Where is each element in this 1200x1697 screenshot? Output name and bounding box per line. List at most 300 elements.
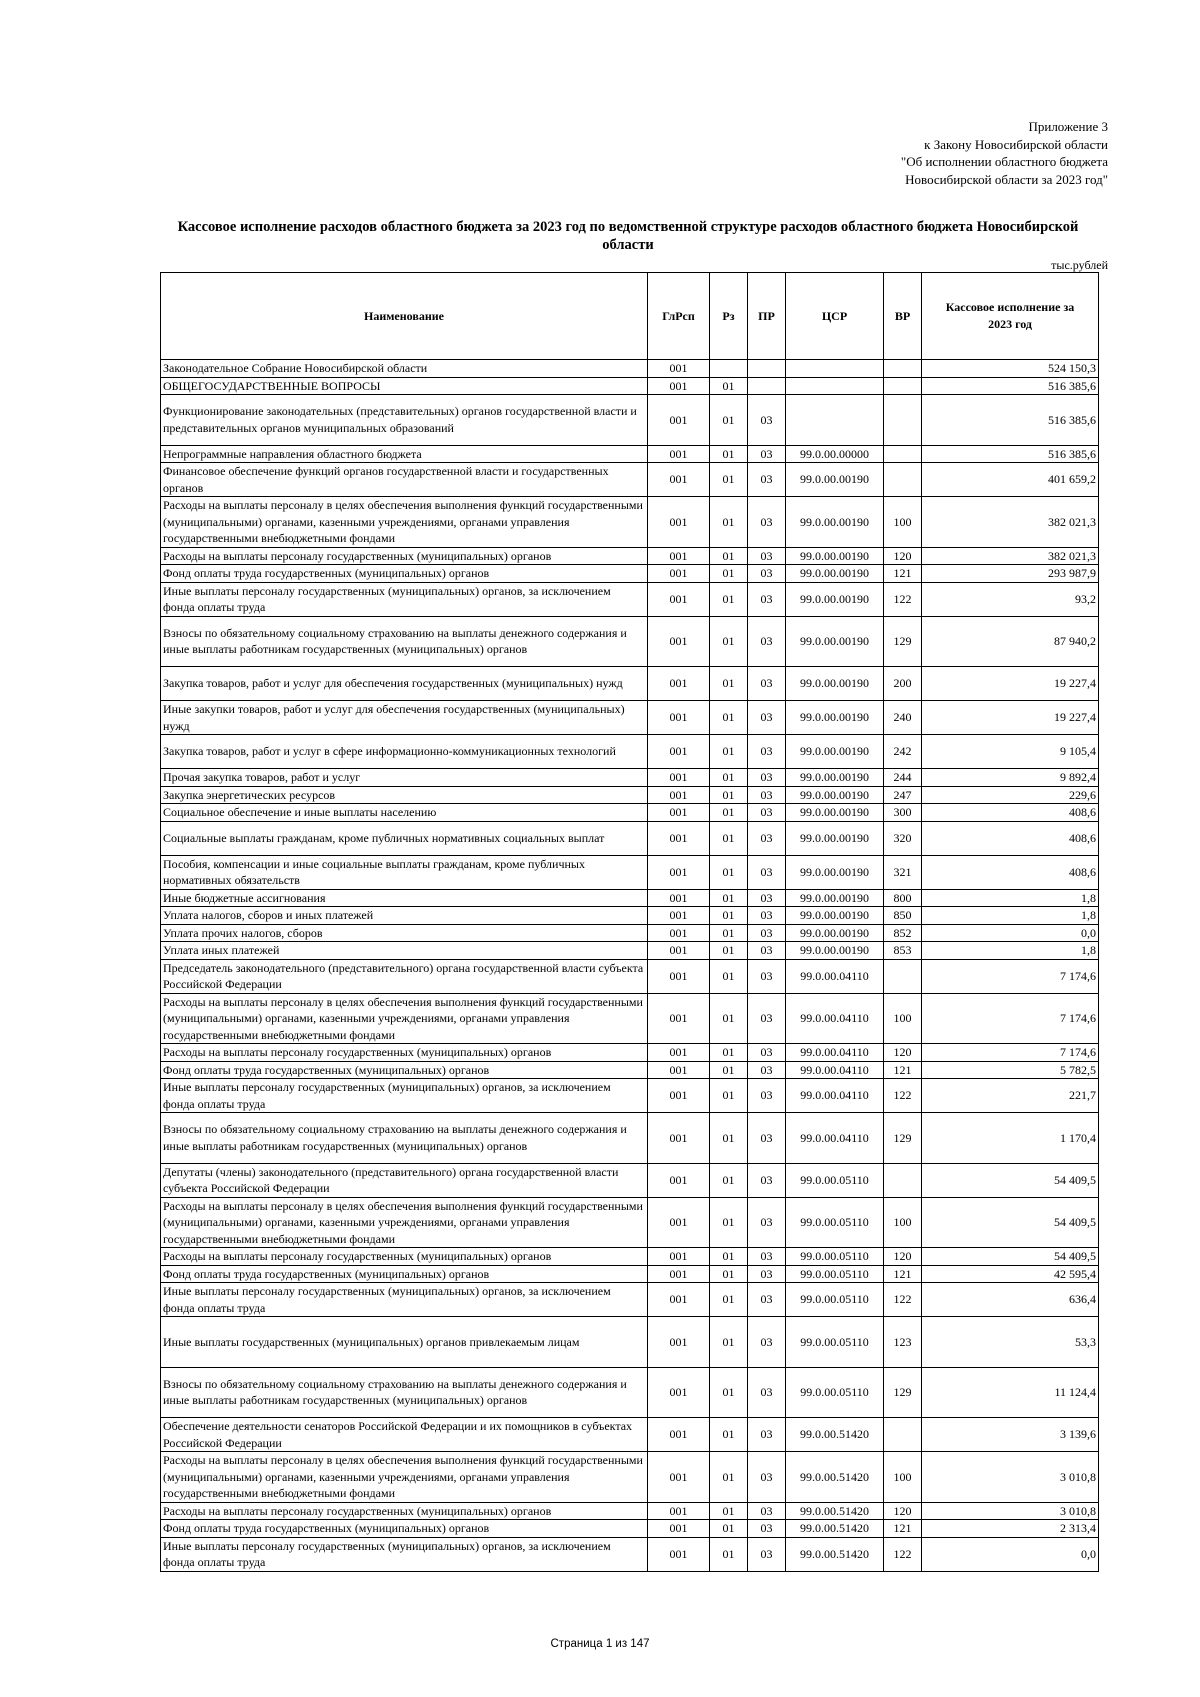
- table-row: [161, 1537, 1099, 1571]
- cell-grp: 001: [648, 907, 710, 925]
- cell-vr: 129: [884, 1113, 922, 1164]
- table-row: [161, 959, 1099, 993]
- cell-vr: [884, 377, 922, 395]
- cell-rz: 01: [710, 701, 748, 735]
- cell-pr: 03: [748, 855, 786, 889]
- cell-pr: 03: [748, 1502, 786, 1520]
- cell-pr: 03: [748, 1520, 786, 1538]
- cell-rz: 01: [710, 1367, 748, 1418]
- cell-vr: 120: [884, 547, 922, 565]
- appendix-note: [901, 118, 1108, 188]
- cell-rz: 01: [710, 942, 748, 960]
- cell-csr: 99.0.00.04110: [786, 1061, 884, 1079]
- cell-csr: 99.0.00.05110: [786, 1317, 884, 1368]
- cell-rz: 01: [710, 1502, 748, 1520]
- cell-vr: 122: [884, 1537, 922, 1571]
- cell-grp: 001: [648, 786, 710, 804]
- table-row: [161, 1163, 1099, 1197]
- cell-amount: 93,2: [922, 582, 1099, 616]
- table-row: [161, 1197, 1099, 1248]
- cell-vr: 800: [884, 889, 922, 907]
- table-row: [161, 1452, 1099, 1503]
- cell-rz: 01: [710, 1317, 748, 1368]
- cell-csr: 99.0.00.00190: [786, 907, 884, 925]
- cell-vr: 122: [884, 1079, 922, 1113]
- cell-rz: 01: [710, 1283, 748, 1317]
- cell-grp: 001: [648, 377, 710, 395]
- cell-name: Закупка энергетических ресурсов: [161, 786, 648, 804]
- cell-vr: 320: [884, 821, 922, 855]
- cell-vr: 242: [884, 735, 922, 769]
- cell-rz: 01: [710, 377, 748, 395]
- cell-rz: 01: [710, 1537, 748, 1571]
- cell-vr: 121: [884, 1265, 922, 1283]
- cell-rz: 01: [710, 1265, 748, 1283]
- cell-csr: [786, 377, 884, 395]
- cell-name: Расходы на выплаты персоналу государственных (муниципальных) органов: [161, 1044, 648, 1062]
- cell-name: Фонд оплаты труда государственных (муниципальных) органов: [161, 1265, 648, 1283]
- cell-amount: 5 782,5: [922, 1061, 1099, 1079]
- cell-grp: 001: [648, 582, 710, 616]
- cell-vr: 100: [884, 1452, 922, 1503]
- cell-rz: 01: [710, 993, 748, 1044]
- document-title: Кассовое исполнение расходов областного бюджета за 2023 год по ведомственной структуре расходов областного бюджета Новосибирской области: [177, 219, 1079, 253]
- cell-amount: 516 385,6: [922, 377, 1099, 395]
- cell-pr: 03: [748, 1317, 786, 1368]
- cell-csr: 99.0.00.51420: [786, 1418, 884, 1452]
- cell-amount: 19 227,4: [922, 667, 1099, 701]
- cell-amount: 2 313,4: [922, 1520, 1099, 1538]
- cell-amount: 516 385,6: [922, 395, 1099, 446]
- cell-vr: 122: [884, 582, 922, 616]
- cell-name: Иные выплаты государственных (муниципальных) органов привлекаемым лицам: [161, 1317, 648, 1368]
- table-row: [161, 377, 1099, 395]
- cell-rz: [710, 360, 748, 378]
- cell-amount: 408,6: [922, 804, 1099, 822]
- cell-grp: 001: [648, 360, 710, 378]
- cell-amount: 516 385,6: [922, 445, 1099, 463]
- cell-name: Иные выплаты персоналу государственных (муниципальных) органов, за исключением фонда оплаты труда: [161, 1079, 648, 1113]
- cell-grp: 001: [648, 821, 710, 855]
- appendix-line: к Закону Новосибирской области: [924, 136, 1108, 152]
- cell-pr: 03: [748, 942, 786, 960]
- cell-vr: 129: [884, 616, 922, 667]
- cell-pr: 03: [748, 993, 786, 1044]
- cell-vr: 321: [884, 855, 922, 889]
- cell-amount: 408,6: [922, 821, 1099, 855]
- cell-grp: 001: [648, 993, 710, 1044]
- table-row: [161, 582, 1099, 616]
- cell-grp: 001: [648, 701, 710, 735]
- cell-name: Расходы на выплаты персоналу в целях обеспечения выполнения функций государственными (муниципальными) органами, казенными учреждениями, органами управления государственными внебюджетными фондами: [161, 497, 648, 548]
- cell-csr: 99.0.00.00190: [786, 701, 884, 735]
- cell-rz: 01: [710, 804, 748, 822]
- cell-csr: 99.0.00.00190: [786, 804, 884, 822]
- cell-name: Фонд оплаты труда государственных (муниципальных) органов: [161, 1520, 648, 1538]
- cell-vr: 122: [884, 1283, 922, 1317]
- table-row: [161, 445, 1099, 463]
- cell-rz: 01: [710, 616, 748, 667]
- cell-pr: 03: [748, 1248, 786, 1266]
- cell-pr: 03: [748, 547, 786, 565]
- cell-amount: 3 010,8: [922, 1502, 1099, 1520]
- cell-name: Расходы на выплаты персоналу в целях обеспечения выполнения функций государственными (муниципальными) органами, казенными учреждениями, органами управления государственными внебюджетными фондами: [161, 1452, 648, 1503]
- cell-pr: 03: [748, 959, 786, 993]
- table-row: [161, 616, 1099, 667]
- cell-name: Взносы по обязательному социальному страхованию на выплаты денежного содержания и иные выплаты работникам государственных (муниципальных) органов: [161, 1367, 648, 1418]
- cell-vr: 123: [884, 1317, 922, 1368]
- cell-rz: 01: [710, 821, 748, 855]
- table-row: [161, 735, 1099, 769]
- table-row: [161, 497, 1099, 548]
- cell-csr: 99.0.00.00190: [786, 821, 884, 855]
- cell-vr: 200: [884, 667, 922, 701]
- cell-vr: 240: [884, 701, 922, 735]
- cell-grp: 001: [648, 735, 710, 769]
- cell-name: Взносы по обязательному социальному страхованию на выплаты денежного содержания и иные выплаты работникам государственных (муниципальных) органов: [161, 616, 648, 667]
- header-grp: ГлРсп: [648, 273, 710, 360]
- cell-csr: 99.0.00.00190: [786, 889, 884, 907]
- cell-csr: 99.0.00.51420: [786, 1452, 884, 1503]
- cell-amount: 9 105,4: [922, 735, 1099, 769]
- cell-pr: 03: [748, 924, 786, 942]
- table-row: [161, 1283, 1099, 1317]
- cell-rz: 01: [710, 497, 748, 548]
- cell-pr: 03: [748, 1265, 786, 1283]
- cell-pr: 03: [748, 1452, 786, 1503]
- cell-csr: 99.0.00.00190: [786, 616, 884, 667]
- header-csr: ЦСР: [786, 273, 884, 360]
- cell-name: ОБЩЕГОСУДАРСТВЕННЫЕ ВОПРОСЫ: [161, 377, 648, 395]
- cell-pr: 03: [748, 735, 786, 769]
- table-row: [161, 1061, 1099, 1079]
- table-row: [161, 1317, 1099, 1368]
- cell-name: Закупка товаров, работ и услуг для обеспечения государственных (муниципальных) нужд: [161, 667, 648, 701]
- cell-csr: 99.0.00.00190: [786, 547, 884, 565]
- cell-grp: 001: [648, 463, 710, 497]
- table-row: [161, 1367, 1099, 1418]
- cell-grp: 001: [648, 1317, 710, 1368]
- cell-amount: 1,8: [922, 942, 1099, 960]
- cell-vr: 121: [884, 1061, 922, 1079]
- cell-name: Прочая закупка товаров, работ и услуг: [161, 769, 648, 787]
- header-vr: ВР: [884, 273, 922, 360]
- cell-name: Уплата прочих налогов, сборов: [161, 924, 648, 942]
- cell-grp: 001: [648, 769, 710, 787]
- cell-rz: 01: [710, 463, 748, 497]
- cell-grp: 001: [648, 1283, 710, 1317]
- cell-csr: 99.0.00.04110: [786, 1079, 884, 1113]
- cell-pr: 03: [748, 1113, 786, 1164]
- table-row: [161, 786, 1099, 804]
- cell-amount: 293 987,9: [922, 565, 1099, 583]
- cell-vr: 129: [884, 1367, 922, 1418]
- cell-amount: 0,0: [922, 924, 1099, 942]
- table-row: [161, 667, 1099, 701]
- cell-pr: 03: [748, 907, 786, 925]
- cell-vr: [884, 395, 922, 446]
- cell-csr: 99.0.00.00190: [786, 855, 884, 889]
- cell-pr: 03: [748, 769, 786, 787]
- appendix-line: Новосибирской области за 2023 год": [905, 171, 1108, 187]
- cell-grp: 001: [648, 804, 710, 822]
- table-row: [161, 395, 1099, 446]
- cell-rz: 01: [710, 889, 748, 907]
- cell-name: Расходы на выплаты персоналу государственных (муниципальных) органов: [161, 547, 648, 565]
- cell-grp: 001: [648, 855, 710, 889]
- cell-rz: 01: [710, 1044, 748, 1062]
- page-footer: Страница 1 из 147: [550, 1638, 650, 1650]
- cell-pr: 03: [748, 1061, 786, 1079]
- cell-grp: 001: [648, 667, 710, 701]
- cell-grp: 001: [648, 942, 710, 960]
- cell-grp: 001: [648, 1061, 710, 1079]
- cell-rz: 01: [710, 924, 748, 942]
- cell-csr: [786, 360, 884, 378]
- cell-rz: 01: [710, 1061, 748, 1079]
- cell-amount: 3 139,6: [922, 1418, 1099, 1452]
- cell-grp: 001: [648, 497, 710, 548]
- table-row: [161, 924, 1099, 942]
- cell-csr: 99.0.00.05110: [786, 1367, 884, 1418]
- table-header: [161, 273, 1099, 360]
- header-rz: Рз: [710, 273, 748, 360]
- table-row: [161, 463, 1099, 497]
- cell-vr: [884, 463, 922, 497]
- cell-pr: 03: [748, 667, 786, 701]
- cell-vr: [884, 445, 922, 463]
- cell-rz: 01: [710, 547, 748, 565]
- table-row: [161, 360, 1099, 378]
- cell-grp: 001: [648, 1520, 710, 1538]
- cell-csr: 99.0.00.51420: [786, 1537, 884, 1571]
- cell-rz: 01: [710, 565, 748, 583]
- cell-pr: 03: [748, 1283, 786, 1317]
- cell-name: Иные закупки товаров, работ и услуг для обеспечения государственных (муниципальных) нужд: [161, 701, 648, 735]
- cell-name: Взносы по обязательному социальному страхованию на выплаты денежного содержания и иные выплаты работникам государственных (муниципальных) органов: [161, 1113, 648, 1164]
- cell-grp: 001: [648, 959, 710, 993]
- cell-rz: 01: [710, 582, 748, 616]
- cell-rz: 01: [710, 1163, 748, 1197]
- cell-vr: 120: [884, 1044, 922, 1062]
- cell-pr: 03: [748, 1044, 786, 1062]
- cell-pr: [748, 377, 786, 395]
- cell-vr: [884, 360, 922, 378]
- cell-amount: 221,7: [922, 1079, 1099, 1113]
- cell-vr: 120: [884, 1248, 922, 1266]
- cell-amount: 1 170,4: [922, 1113, 1099, 1164]
- cell-grp: 001: [648, 395, 710, 446]
- cell-name: Социальное обеспечение и иные выплаты населению: [161, 804, 648, 822]
- cell-rz: 01: [710, 395, 748, 446]
- cell-vr: [884, 1418, 922, 1452]
- table-row: [161, 701, 1099, 735]
- cell-amount: 229,6: [922, 786, 1099, 804]
- cell-vr: [884, 1163, 922, 1197]
- appendix-line: "Об исполнении областного бюджета: [900, 154, 1108, 169]
- cell-csr: 99.0.00.05110: [786, 1163, 884, 1197]
- cell-vr: 100: [884, 1197, 922, 1248]
- cell-rz: 01: [710, 1418, 748, 1452]
- cell-vr: 120: [884, 1502, 922, 1520]
- cell-amount: 7 174,6: [922, 959, 1099, 993]
- cell-csr: 99.0.00.05110: [786, 1197, 884, 1248]
- cell-pr: 03: [748, 804, 786, 822]
- cell-csr: 99.0.00.51420: [786, 1502, 884, 1520]
- cell-name: Обеспечение деятельности сенаторов Российской Федерации и их помощников в субъектах Российской Федерации: [161, 1418, 648, 1452]
- cell-csr: 99.0.00.00190: [786, 582, 884, 616]
- table-row: [161, 907, 1099, 925]
- cell-vr: 100: [884, 497, 922, 548]
- cell-grp: 001: [648, 1452, 710, 1503]
- cell-csr: 99.0.00.04110: [786, 959, 884, 993]
- cell-rz: 01: [710, 855, 748, 889]
- cell-name: Фонд оплаты труда государственных (муниципальных) органов: [161, 565, 648, 583]
- cell-pr: 03: [748, 1079, 786, 1113]
- cell-vr: 850: [884, 907, 922, 925]
- cell-grp: 001: [648, 1418, 710, 1452]
- cell-name: Расходы на выплаты персоналу в целях обеспечения выполнения функций государственными (муниципальными) органами, казенными учреждениями, органами управления государственными внебюджетными фондами: [161, 993, 648, 1044]
- cell-rz: 01: [710, 786, 748, 804]
- cell-grp: 001: [648, 1163, 710, 1197]
- table-row: [161, 1520, 1099, 1538]
- cell-pr: 03: [748, 565, 786, 583]
- cell-name: Уплата налогов, сборов и иных платежей: [161, 907, 648, 925]
- cell-csr: 99.0.00.00000: [786, 445, 884, 463]
- cell-grp: 001: [648, 1113, 710, 1164]
- cell-amount: 0,0: [922, 1537, 1099, 1571]
- cell-amount: 636,4: [922, 1283, 1099, 1317]
- cell-grp: 001: [648, 1502, 710, 1520]
- cell-pr: 03: [748, 463, 786, 497]
- cell-csr: 99.0.00.00190: [786, 497, 884, 548]
- cell-pr: 03: [748, 701, 786, 735]
- cell-pr: 03: [748, 1418, 786, 1452]
- cell-vr: 852: [884, 924, 922, 942]
- cell-csr: 99.0.00.00190: [786, 565, 884, 583]
- cell-amount: 53,3: [922, 1317, 1099, 1368]
- cell-amount: 401 659,2: [922, 463, 1099, 497]
- cell-csr: 99.0.00.00190: [786, 735, 884, 769]
- cell-csr: 99.0.00.04110: [786, 1044, 884, 1062]
- cell-grp: 001: [648, 616, 710, 667]
- cell-pr: 03: [748, 497, 786, 548]
- table-row: [161, 1044, 1099, 1062]
- cell-grp: 001: [648, 1044, 710, 1062]
- cell-name: Социальные выплаты гражданам, кроме публичных нормативных социальных выплат: [161, 821, 648, 855]
- cell-vr: 100: [884, 993, 922, 1044]
- cell-pr: 03: [748, 445, 786, 463]
- cell-rz: 01: [710, 1113, 748, 1164]
- cell-grp: 001: [648, 565, 710, 583]
- cell-csr: 99.0.00.00190: [786, 667, 884, 701]
- cell-rz: 01: [710, 907, 748, 925]
- cell-grp: 001: [648, 547, 710, 565]
- table-row: [161, 821, 1099, 855]
- cell-grp: 001: [648, 445, 710, 463]
- cell-grp: 001: [648, 1367, 710, 1418]
- cell-vr: 244: [884, 769, 922, 787]
- cell-amount: 1,8: [922, 889, 1099, 907]
- cell-amount: 382 021,3: [922, 547, 1099, 565]
- table-row: [161, 1113, 1099, 1164]
- cell-rz: 01: [710, 735, 748, 769]
- cell-amount: 54 409,5: [922, 1248, 1099, 1266]
- cell-csr: 99.0.00.05110: [786, 1248, 884, 1266]
- header-amount: Кассовое исполнение за 2023 год: [922, 273, 1099, 360]
- cell-name: Иные выплаты персоналу государственных (муниципальных) органов, за исключением фонда оплаты труда: [161, 1283, 648, 1317]
- cell-amount: 524 150,3: [922, 360, 1099, 378]
- cell-rz: 01: [710, 1520, 748, 1538]
- table-row: [161, 1265, 1099, 1283]
- cell-rz: 01: [710, 667, 748, 701]
- table-body: [161, 360, 1099, 1572]
- cell-pr: 03: [748, 1537, 786, 1571]
- cell-csr: 99.0.00.04110: [786, 1113, 884, 1164]
- cell-grp: 001: [648, 924, 710, 942]
- cell-name: Расходы на выплаты персоналу в целях обеспечения выполнения функций государственными (муниципальными) органами, казенными учреждениями, органами управления государственными внебюджетными фондами: [161, 1197, 648, 1248]
- cell-csr: 99.0.00.00190: [786, 942, 884, 960]
- table-header-row: [161, 273, 1099, 360]
- cell-grp: 001: [648, 889, 710, 907]
- cell-pr: 03: [748, 616, 786, 667]
- cell-pr: 03: [748, 582, 786, 616]
- cell-rz: 01: [710, 1248, 748, 1266]
- cell-amount: 54 409,5: [922, 1197, 1099, 1248]
- cell-rz: 01: [710, 959, 748, 993]
- cell-amount: 382 021,3: [922, 497, 1099, 548]
- cell-pr: [748, 360, 786, 378]
- cell-grp: 001: [648, 1197, 710, 1248]
- cell-rz: 01: [710, 1452, 748, 1503]
- cell-grp: 001: [648, 1248, 710, 1266]
- cell-amount: 1,8: [922, 907, 1099, 925]
- cell-rz: 01: [710, 1079, 748, 1113]
- table-row: [161, 804, 1099, 822]
- cell-vr: 121: [884, 565, 922, 583]
- cell-pr: 03: [748, 786, 786, 804]
- cell-vr: 121: [884, 1520, 922, 1538]
- table-row: [161, 1079, 1099, 1113]
- cell-amount: 19 227,4: [922, 701, 1099, 735]
- header-name: Наименование: [161, 273, 648, 360]
- cell-amount: 11 124,4: [922, 1367, 1099, 1418]
- cell-amount: 3 010,8: [922, 1452, 1099, 1503]
- table-row: [161, 993, 1099, 1044]
- cell-csr: 99.0.00.05110: [786, 1283, 884, 1317]
- table-row: [161, 942, 1099, 960]
- cell-pr: 03: [748, 1197, 786, 1248]
- cell-name: Иные выплаты персоналу государственных (муниципальных) органов, за исключением фонда оплаты труда: [161, 582, 648, 616]
- budget-table: [160, 272, 1099, 1572]
- cell-vr: 247: [884, 786, 922, 804]
- cell-csr: 99.0.00.04110: [786, 993, 884, 1044]
- cell-rz: 01: [710, 445, 748, 463]
- cell-name: Расходы на выплаты персоналу государственных (муниципальных) органов: [161, 1502, 648, 1520]
- cell-name: Уплата иных платежей: [161, 942, 648, 960]
- cell-name: Закупка товаров, работ и услуг в сфере информационно-коммуникационных технологий: [161, 735, 648, 769]
- table-row: [161, 1502, 1099, 1520]
- cell-grp: 001: [648, 1265, 710, 1283]
- cell-csr: 99.0.00.00190: [786, 769, 884, 787]
- table-row: [161, 769, 1099, 787]
- table-row: [161, 1248, 1099, 1266]
- cell-rz: 01: [710, 1197, 748, 1248]
- cell-csr: 99.0.00.00190: [786, 786, 884, 804]
- cell-amount: 87 940,2: [922, 616, 1099, 667]
- cell-pr: 03: [748, 1367, 786, 1418]
- cell-name: Фонд оплаты труда государственных (муниципальных) органов: [161, 1061, 648, 1079]
